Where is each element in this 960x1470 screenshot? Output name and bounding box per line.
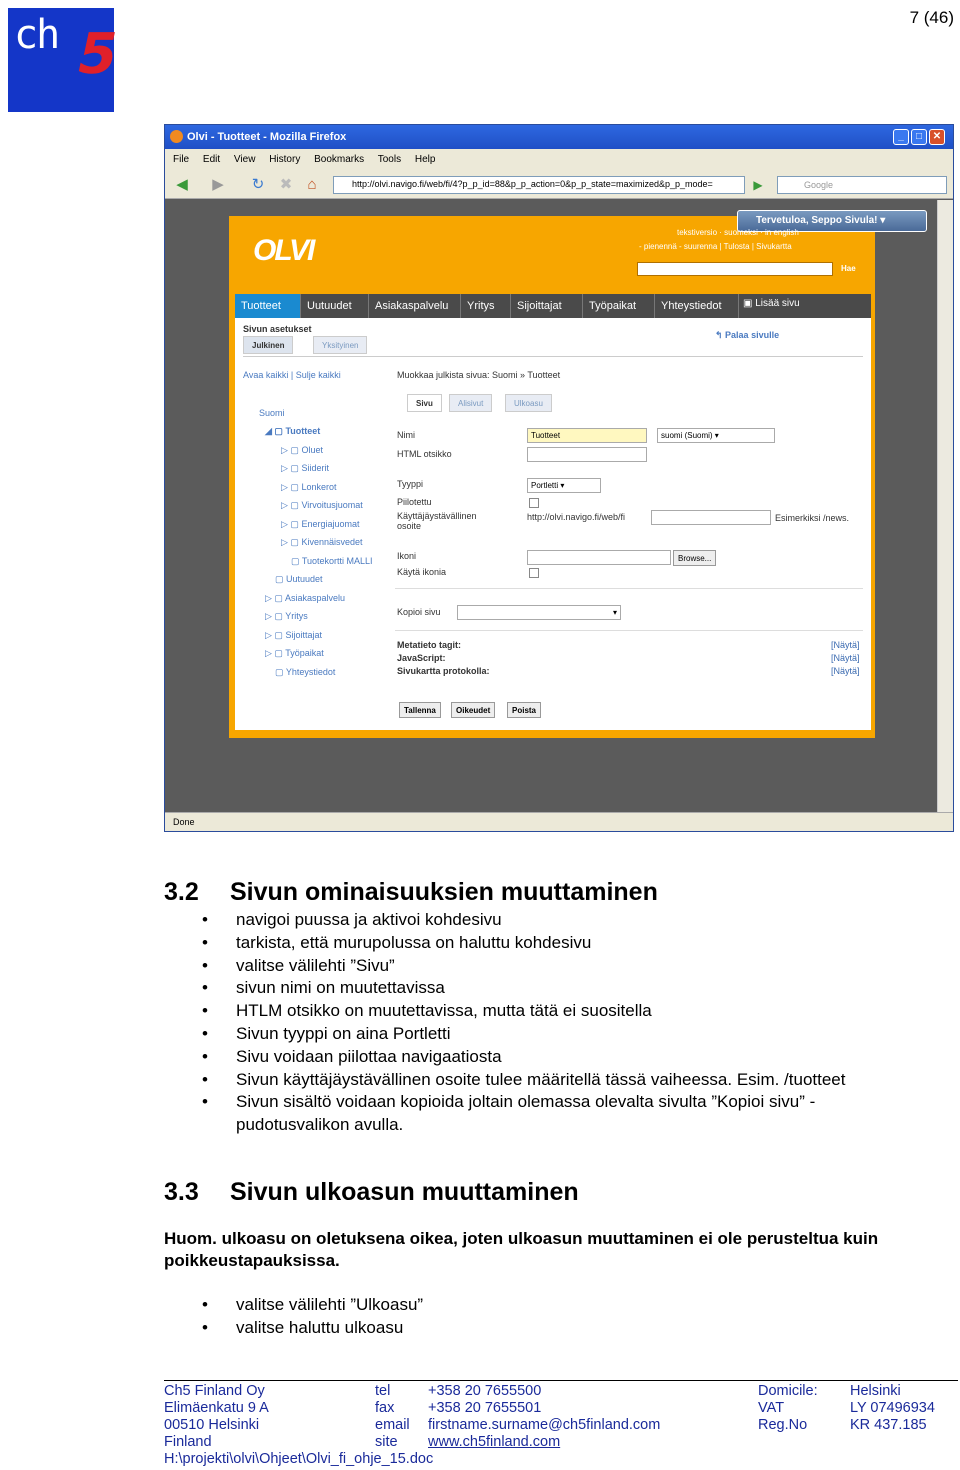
- menu-tools[interactable]: Tools: [377, 154, 402, 165]
- show-link[interactable]: [Näytä]: [831, 653, 860, 663]
- menu-bar: [165, 149, 953, 171]
- tree-item[interactable]: ▷ ▢ Työpaikat: [265, 648, 324, 658]
- tree-item[interactable]: ▷ ▢ Sijoittajat: [265, 630, 322, 640]
- settings-title: Sivun asetukset: [243, 324, 312, 334]
- footer-label: site: [375, 1434, 398, 1450]
- site-search-input[interactable]: [637, 262, 833, 276]
- list-item: • HTLM otsikko on muutettavissa, mutta tätä ei suositella: [236, 1000, 926, 1023]
- footer-label: Reg.No: [758, 1417, 808, 1433]
- javascript-label: JavaScript:: [397, 653, 446, 663]
- footer-label: email: [375, 1417, 410, 1433]
- tab-uutuudet[interactable]: Uutuudet: [301, 294, 369, 318]
- delete-button[interactable]: Poista: [507, 702, 541, 718]
- tab-yhteystiedot[interactable]: Yhteystiedot: [655, 294, 739, 318]
- url-prefix: http://olvi.navigo.fi/web/fi: [527, 512, 626, 522]
- header-links-top[interactable]: tekstiversio · suomeksi · in english: [677, 228, 799, 237]
- tree-item[interactable]: ◢ ▢ Tuotteet: [265, 426, 321, 436]
- tree-item[interactable]: ▷ ▢ Oluet: [281, 445, 323, 455]
- list-item: • tarkista, että murupolussa on haluttu kohdesivu: [236, 932, 926, 955]
- use-icon-checkbox[interactable]: [529, 568, 539, 578]
- tab-sijoittajat[interactable]: Sijoittajat: [511, 294, 583, 318]
- label-friendly-url: Käyttäjäystävällinen osoite: [397, 511, 477, 531]
- footer-reg-no: KR 437.185: [850, 1417, 927, 1433]
- status-bar: Done: [165, 812, 953, 832]
- copy-page-select[interactable]: ▾: [457, 605, 621, 620]
- show-link[interactable]: [Näytä]: [831, 666, 860, 676]
- type-select[interactable]: Portletti ▾: [527, 478, 601, 493]
- tab-asiakaspalvelu[interactable]: Asiakaspalvelu: [369, 294, 461, 318]
- icon-file-input[interactable]: [527, 550, 671, 565]
- list-item: • valitse välilehti ”Ulkoasu”: [236, 1294, 926, 1317]
- tree-item[interactable]: ▷ ▢ Energiajuomat: [281, 519, 360, 529]
- footer-domicile: Helsinki: [850, 1383, 901, 1399]
- html-title-input[interactable]: [527, 447, 647, 462]
- hidden-checkbox[interactable]: [529, 498, 539, 508]
- show-link[interactable]: [Näytä]: [831, 640, 860, 650]
- tree-item[interactable]: ▷ ▢ Asiakaspalvelu: [265, 593, 345, 603]
- home-icon[interactable]: ⌂: [307, 176, 317, 193]
- menu-view[interactable]: View: [233, 154, 256, 165]
- back-icon[interactable]: ◀: [176, 176, 188, 193]
- tab-sivu[interactable]: Sivu: [407, 394, 442, 412]
- footer-label: tel: [375, 1383, 391, 1399]
- list-item: • valitse haluttu ulkoasu: [236, 1317, 926, 1340]
- footer-label: Domicile:: [758, 1383, 818, 1399]
- tab-yksityinen[interactable]: Yksityinen: [313, 336, 367, 354]
- url-input[interactable]: http://olvi.navigo.fi/web/fi/4?p_p_id=88&p_p_action=0&p_p_state=maximized&p_p_mode=: [333, 176, 745, 194]
- tree-item[interactable]: ▷ ▢ Lonkerot: [281, 482, 337, 492]
- minimize-icon[interactable]: _: [893, 129, 909, 145]
- menu-file[interactable]: File: [173, 154, 190, 165]
- sitemap-label: Sivukartta protokolla:: [397, 666, 490, 676]
- menu-bookmarks[interactable]: Bookmarks: [314, 154, 365, 165]
- tab-ulkoasu[interactable]: Ulkoasu: [505, 394, 552, 412]
- label-html-title: HTML otsikko: [397, 449, 452, 459]
- list-item: • Sivu voidaan piilottaa navigaatiosta: [236, 1046, 926, 1069]
- tab-yritys[interactable]: Yritys: [461, 294, 511, 318]
- note-paragraph: Huom. ulkoasu on oletuksena oikea, joten ulkoasun muuttaminen ei ole perusteltua kuin poikkeustapauksissa.: [164, 1229, 879, 1270]
- page-number: 7 (46): [909, 8, 954, 27]
- footer-site-link[interactable]: www.ch5finland.com: [428, 1434, 561, 1450]
- footer-file-path: H:\projekti\olvi\Ohjeet\Olvi_fi_ohje_15.doc: [164, 1451, 434, 1467]
- page-content: [165, 200, 937, 812]
- olvi-logo: OLVI: [253, 234, 314, 267]
- list-item: • Sivun tyyppi on aina Portletti: [236, 1023, 926, 1046]
- go-icon[interactable]: ▶: [753, 178, 763, 192]
- footer-city: 00510 Helsinki: [164, 1417, 260, 1433]
- save-button[interactable]: Tallenna: [399, 702, 441, 718]
- stop-icon[interactable]: ✖: [279, 176, 293, 193]
- tab-tuotteet[interactable]: Tuotteet: [235, 294, 301, 318]
- back-link[interactable]: ↰ Palaa sivulle: [715, 330, 780, 340]
- firefox-icon: [170, 130, 183, 143]
- tab-julkinen[interactable]: Julkinen: [243, 336, 293, 354]
- footer-fax: +358 20 7655501: [428, 1400, 542, 1416]
- tree-item[interactable]: ▷ ▢ Kivennäisvedet: [281, 537, 363, 547]
- section-heading: 3.3 Sivun ulkoasun muuttaminen: [164, 1178, 579, 1206]
- menu-help[interactable]: Help: [414, 154, 436, 165]
- label-hidden: Piilotettu: [397, 497, 432, 507]
- list-item: • sivun nimi on muutettavissa: [236, 977, 926, 1000]
- section-heading: 3.2 Sivun ominaisuuksien muuttaminen: [164, 878, 658, 906]
- tree-item[interactable]: ▷ ▢ Virvoitusjuomat: [281, 500, 363, 510]
- section-bullets: [236, 909, 926, 1137]
- divider: [243, 356, 863, 357]
- permissions-button[interactable]: Oikeudet: [451, 702, 495, 718]
- example-hint: Esimerkiksi /news.: [775, 513, 850, 523]
- menu-history[interactable]: History: [269, 154, 301, 165]
- navigation-toolbar: [165, 171, 953, 199]
- footer-company: Ch5 Finland Oy: [164, 1383, 265, 1399]
- label-copy: Kopioi sivu: [397, 607, 441, 617]
- list-item: • navigoi puussa ja aktivoi kohdesivu: [236, 909, 926, 932]
- reload-icon[interactable]: ↻: [251, 176, 265, 193]
- tree-root[interactable]: Suomi: [259, 408, 285, 418]
- forward-icon[interactable]: ▶: [212, 176, 224, 193]
- footer-address: Elimäenkatu 9 A: [164, 1400, 269, 1416]
- tree-actions[interactable]: Avaa kaikki | Sulje kaikki: [243, 370, 341, 380]
- vertical-scrollbar[interactable]: [937, 200, 953, 812]
- page-footer: [164, 1380, 958, 1467]
- footer-phone: +358 20 7655500: [428, 1383, 542, 1399]
- welcome-menu[interactable]: Tervetuloa, Seppo Sivula! ▾: [737, 210, 927, 232]
- ch5-logo: ch 5: [8, 8, 114, 112]
- footer-vat: LY 07496934: [850, 1400, 935, 1416]
- window-title: Olvi - Tuotteet - Mozilla Firefox: [187, 131, 347, 143]
- tab-tyopaikat[interactable]: Työpaikat: [583, 294, 655, 318]
- footer-label: VAT: [758, 1400, 785, 1416]
- add-page-link[interactable]: ▣ Lisää sivu: [743, 298, 800, 309]
- language-select[interactable]: suomi (Suomi) ▾: [657, 428, 775, 443]
- site-search-button[interactable]: Hae: [841, 264, 856, 273]
- list-item: • Sivun käyttäjäystävällinen osoite tulee määritellä tässä vaiheessa. Esim. /tuotteet: [236, 1069, 926, 1092]
- label-icon: Ikoni: [397, 551, 417, 561]
- tree-item[interactable]: ▷ ▢ Yritys: [265, 611, 308, 621]
- header-links-bottom[interactable]: - pienennä - suurenna | Tulosta | Sivukartta: [639, 242, 792, 251]
- edit-panel: [235, 318, 871, 730]
- footer-email[interactable]: firstname.surname@ch5finland.com: [428, 1417, 661, 1433]
- meta-tags-label: Metatieto tagit:: [397, 640, 461, 650]
- list-item: • valitse välilehti ”Sivu”: [236, 955, 926, 978]
- close-icon[interactable]: ✕: [929, 129, 945, 145]
- label-type: Tyyppi: [397, 479, 424, 489]
- breadcrumb: Muokkaa julkista sivua: Suomi » Tuotteet: [397, 370, 561, 380]
- browser-screenshot: [164, 124, 954, 832]
- tree-item[interactable]: ▢ Yhteystiedot: [275, 667, 336, 677]
- section-bullets: [236, 1294, 926, 1340]
- footer-country: Finland: [164, 1434, 212, 1450]
- friendly-url-input[interactable]: [651, 510, 771, 525]
- tree-item[interactable]: ▢ Tuotekortti MALLI: [291, 556, 373, 566]
- tab-alisivut[interactable]: Alisivut: [449, 394, 492, 412]
- divider: [395, 630, 863, 631]
- search-input[interactable]: Google: [777, 176, 947, 194]
- name-input[interactable]: Tuotteet: [527, 428, 647, 443]
- tree-item[interactable]: ▷ ▢ Siiderit: [281, 463, 329, 473]
- window-titlebar: [165, 125, 953, 149]
- maximize-icon[interactable]: □: [911, 129, 927, 145]
- tree-item[interactable]: ▢ Uutuudet: [275, 574, 323, 584]
- label-use-icon: Käytä ikonia: [397, 567, 447, 577]
- menu-edit[interactable]: Edit: [202, 154, 221, 165]
- browse-button[interactable]: Browse...: [673, 550, 716, 566]
- footer-label: fax: [375, 1400, 395, 1416]
- label-name: Nimi: [397, 430, 415, 440]
- list-item: • Sivun sisältö voidaan kopioida joltain olemassa olevalta sivulta ”Kopioi sivu” - pudotusvalikon avulla.: [236, 1091, 926, 1137]
- divider: [395, 588, 863, 589]
